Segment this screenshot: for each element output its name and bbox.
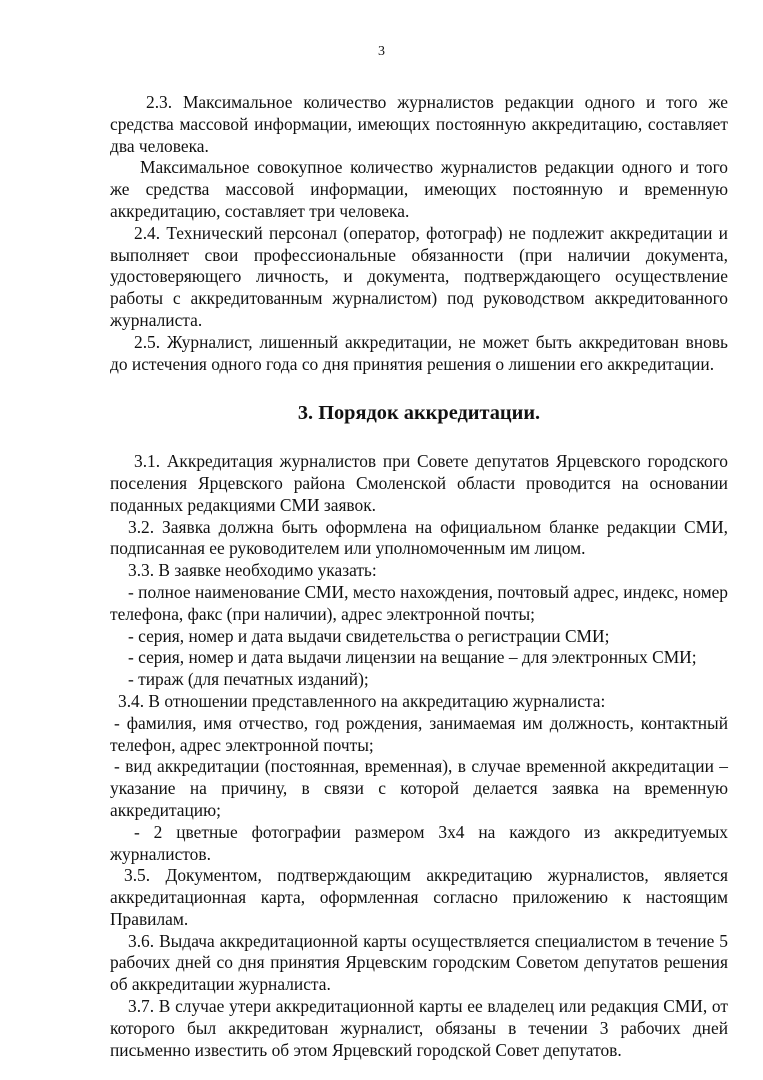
document-body [110,92,728,1061]
list-item-registration: - серия, номер и дата выдачи свидетельства о регистрации СМИ; [128,625,610,646]
paragraph-3-3: 3.3. В заявке необходимо указать: [128,560,377,581]
paragraph-3-5: 3.5. Документом, подтверждающим аккредитацию журналистов, является аккредитационная карта, оформленная согласно приложению к настоящим Правилам. [110,865,728,929]
list-item-circulation: - тираж (для печатных изданий); [128,669,369,690]
paragraph-3-2: 3.2. Заявка должна быть оформлена на официальном бланке редакции СМИ, подписанная ее руководителем или уполномоченным им лицом. [110,516,728,559]
paragraph-3-7: 3.7. В случае утери аккредитационной карты ее владелец или редакция СМИ, от которого был аккредитован журналист, обязаны в течении 3 рабочих дней письменно известить об этом Ярцевский городской Совет депутатов. [110,996,728,1060]
section-heading: 3. Порядок аккредитации. [297,402,541,425]
page-number: 3 [378,44,385,59]
list-item-smi-name: - полное наименование СМИ, место нахождения, почтовый адрес, индекс, номер телефона, факс (при наличии), адрес электронной почты; [110,581,728,624]
list-item-photos: - 2 цветные фотографии размером 3x4 на каждого из аккредитуемых журналистов. [110,821,728,864]
paragraph-3-6: 3.6. Выдача аккредитационной карты осуществляется специалистом в течение 5 рабочих дней со дня принятия Ярцевским городским Советом депутатов решения об аккредитации журналиста. [110,930,728,995]
paragraph-2-3: 2.3. Максимальное количество журналистов редакции одного и того же средства массовой информации, имеющих постоянную аккредитацию, составляет два человека. [110,92,728,156]
paragraph-3-4: 3.4. В отношении представленного на аккредитацию журналиста: [118,690,606,711]
paragraph-2-5: 2.5. Журналист, лишенный аккредитации, не может быть аккредитован вновь до истечения одного года со дня принятия решения о лишении его аккредитации. [110,331,728,374]
paragraph-3-1: 3.1. Аккредитация журналистов при Совете депутатов Ярцевского городского поселения Ярцевского района Смоленской области проводится на основании поданных редакциями СМИ заявок. [110,451,728,515]
paragraph-2-4: 2.4. Технический персонал (оператор, фотограф) не подлежит аккредитации и выполняет свои профессиональные обязанности (при наличии документа, удостоверяющего личность, и документа, подтверждающего осуществление работы с аккредитованным журналистом) под руководством аккредитованного журналиста. [110,222,728,330]
list-item-personal-data: - фамилия, имя отчество, год рождения, занимаемая им должность, контактный телефон, адрес электронной почты; [110,712,728,755]
list-item-accreditation-type: - вид аккредитации (постоянная, временная), в случае временной аккредитации –указание на причину, в связи с которой делается заявка на временную аккредитацию; [110,756,728,820]
paragraph-2-3-total: Максимальное совокупное количество журналистов редакции одного и того же средства массовой информации, имеющих постоянную и временную аккредитацию, составляет три человека. [110,157,728,221]
list-item-license: - серия, номер и дата выдачи лицензии на вещание – для электронных СМИ; [128,647,697,668]
